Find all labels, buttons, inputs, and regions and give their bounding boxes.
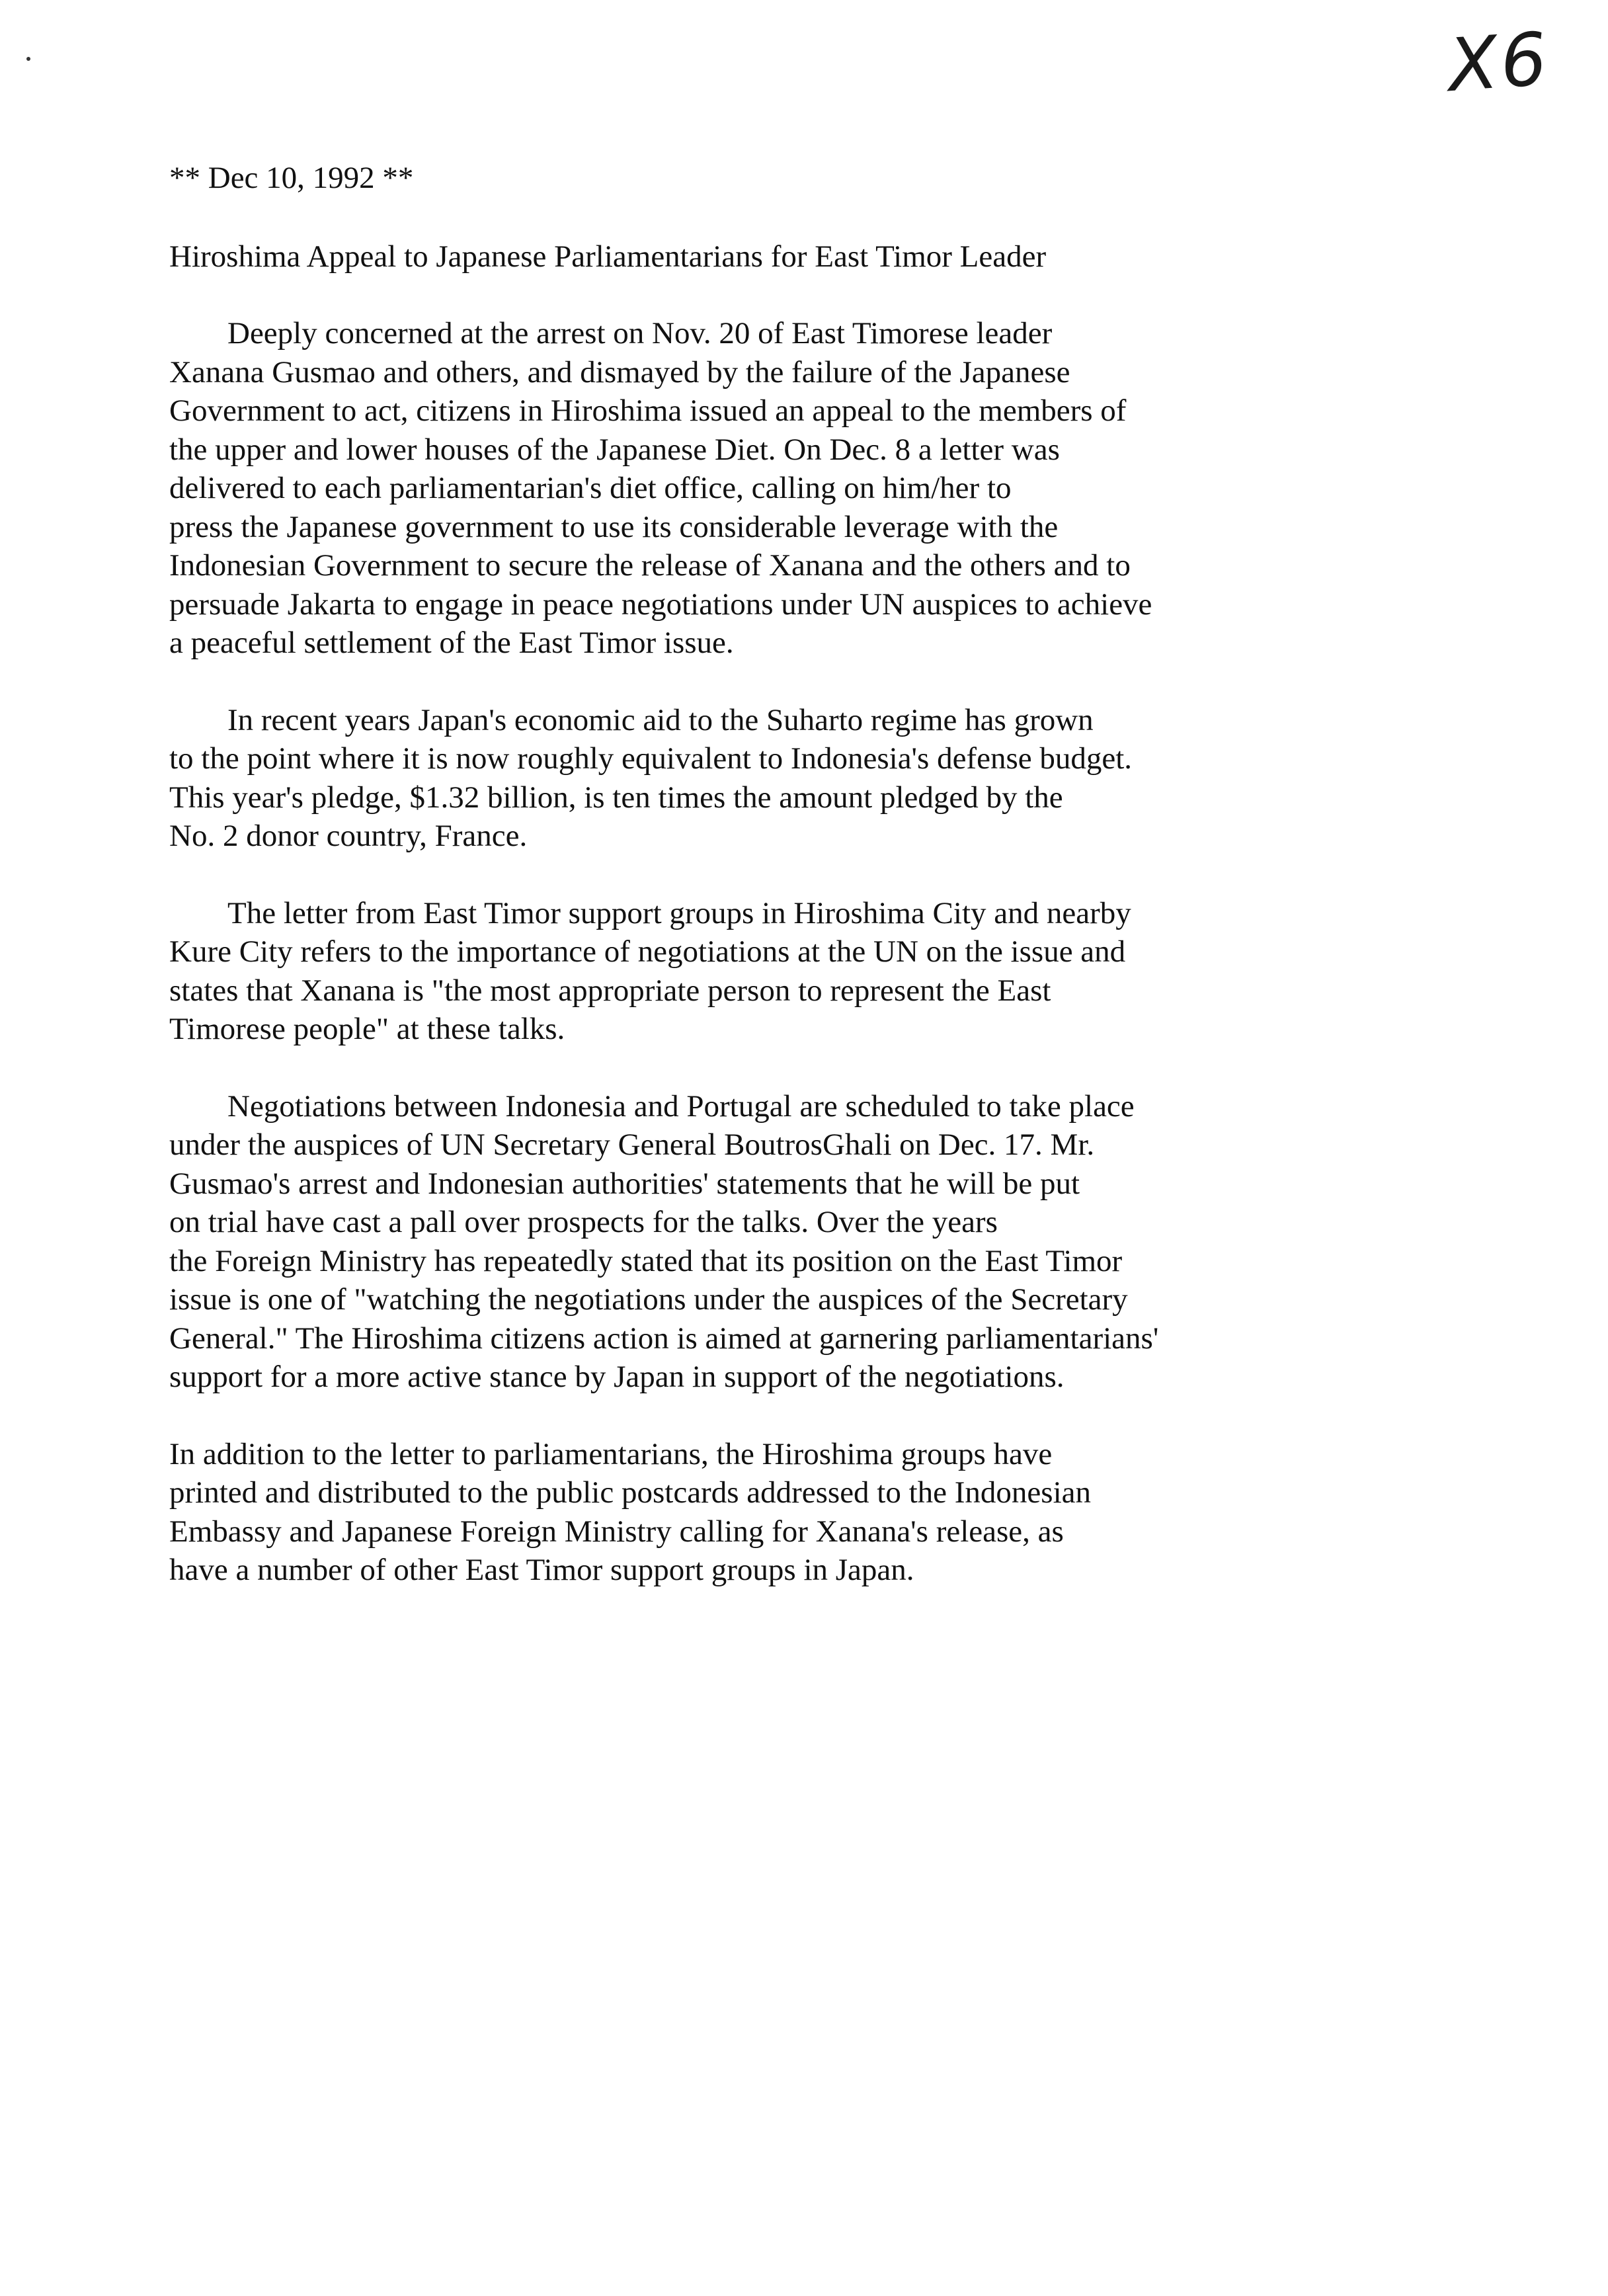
paragraph-line: the Foreign Ministry has repeatedly stated that its position on the East Timor	[169, 1243, 1123, 1278]
paragraph-line: No. 2 donor country, France.	[169, 819, 528, 853]
paragraph-4	[169, 1087, 1478, 1397]
paragraph-line: issue is one of "watching the negotiations under the auspices of the Secretary	[169, 1282, 1128, 1317]
paragraphs-container	[169, 314, 1478, 1590]
paragraph-line: Timorese people" at these talks.	[169, 1012, 565, 1046]
paragraph-line: states that Xanana is "the most appropriate person to represent the East	[169, 973, 1051, 1008]
paragraph-line: have a number of other East Timor support groups in Japan.	[169, 1553, 914, 1587]
paragraph-line: the upper and lower houses of the Japanese Diet. On Dec. 8 a letter was	[169, 432, 1060, 467]
paragraph-line: to the point where it is now roughly equivalent to Indonesia's defense budget.	[169, 741, 1133, 776]
paragraph-line: printed and distributed to the public postcards addressed to the Indonesian	[169, 1475, 1092, 1510]
paragraph-line: support for a more active stance by Japan in support of the negotiations.	[169, 1360, 1065, 1394]
paragraph-line: General." The Hiroshima citizens action is aimed at garnering parliamentarians'	[169, 1321, 1159, 1356]
paragraph-line: Government to act, citizens in Hiroshima issued an appeal to the members of	[169, 393, 1127, 428]
paragraph-5	[169, 1435, 1478, 1590]
paragraph-line: persuade Jakarta to engage in peace negotiations under UN auspices to achieve	[169, 587, 1152, 622]
paragraph-line: Xanana Gusmao and others, and dismayed by the failure of the Japanese	[169, 354, 1070, 390]
date-line: ** Dec 10, 1992 **	[169, 161, 414, 195]
paragraph-line: In recent years Japan's economic aid to the Suharto regime has grown	[227, 702, 1094, 737]
handwritten-margin-mark: X6	[1445, 16, 1552, 108]
paragraph-line: a peaceful settlement of the East Timor issue.	[169, 626, 734, 660]
paragraph-line: under the auspices of UN Secretary General BoutrosGhali on Dec. 17. Mr.	[169, 1128, 1095, 1162]
paragraph-line: This year's pledge, $1.32 billion, is ten times the amount pledged by the	[169, 780, 1063, 815]
paragraph-2	[169, 701, 1478, 856]
paragraph-line: delivered to each parliamentarian's diet office, calling on him/her to	[169, 471, 1012, 505]
document-title: Hiroshima Appeal to Japanese Parliamentarians for East Timor Leader	[169, 239, 1047, 274]
document-body	[169, 159, 1478, 1628]
paragraph-line: Kure City refers to the importance of negotiations at the UN on the issue and	[169, 934, 1126, 969]
paragraph-line: Deeply concerned at the arrest on Nov. 20 of East Timorese leader	[227, 316, 1053, 350]
paragraph-line: Indonesian Government to secure the release of Xanana and the others and to	[169, 548, 1131, 583]
scan-speck	[26, 57, 30, 61]
paragraph-line: press the Japanese government to use its considerable leverage with the	[169, 509, 1059, 544]
paragraph-line: In addition to the letter to parliamentarians, the Hiroshima groups have	[169, 1436, 1053, 1471]
paragraph-3	[169, 894, 1478, 1049]
paragraph-line: Negotiations between Indonesia and Portugal are scheduled to take place	[227, 1088, 1135, 1124]
paragraph-line: on trial have cast a pall over prospects for the talks. Over the years	[169, 1205, 998, 1239]
paragraph-line: The letter from East Timor support groups in Hiroshima City and nearby	[227, 895, 1131, 930]
paragraph-1	[169, 314, 1478, 663]
paragraph-line: Gusmao's arrest and Indonesian authorities' statements that he will be put	[169, 1166, 1080, 1201]
paragraph-line: Embassy and Japanese Foreign Ministry calling for Xanana's release, as	[169, 1514, 1064, 1549]
